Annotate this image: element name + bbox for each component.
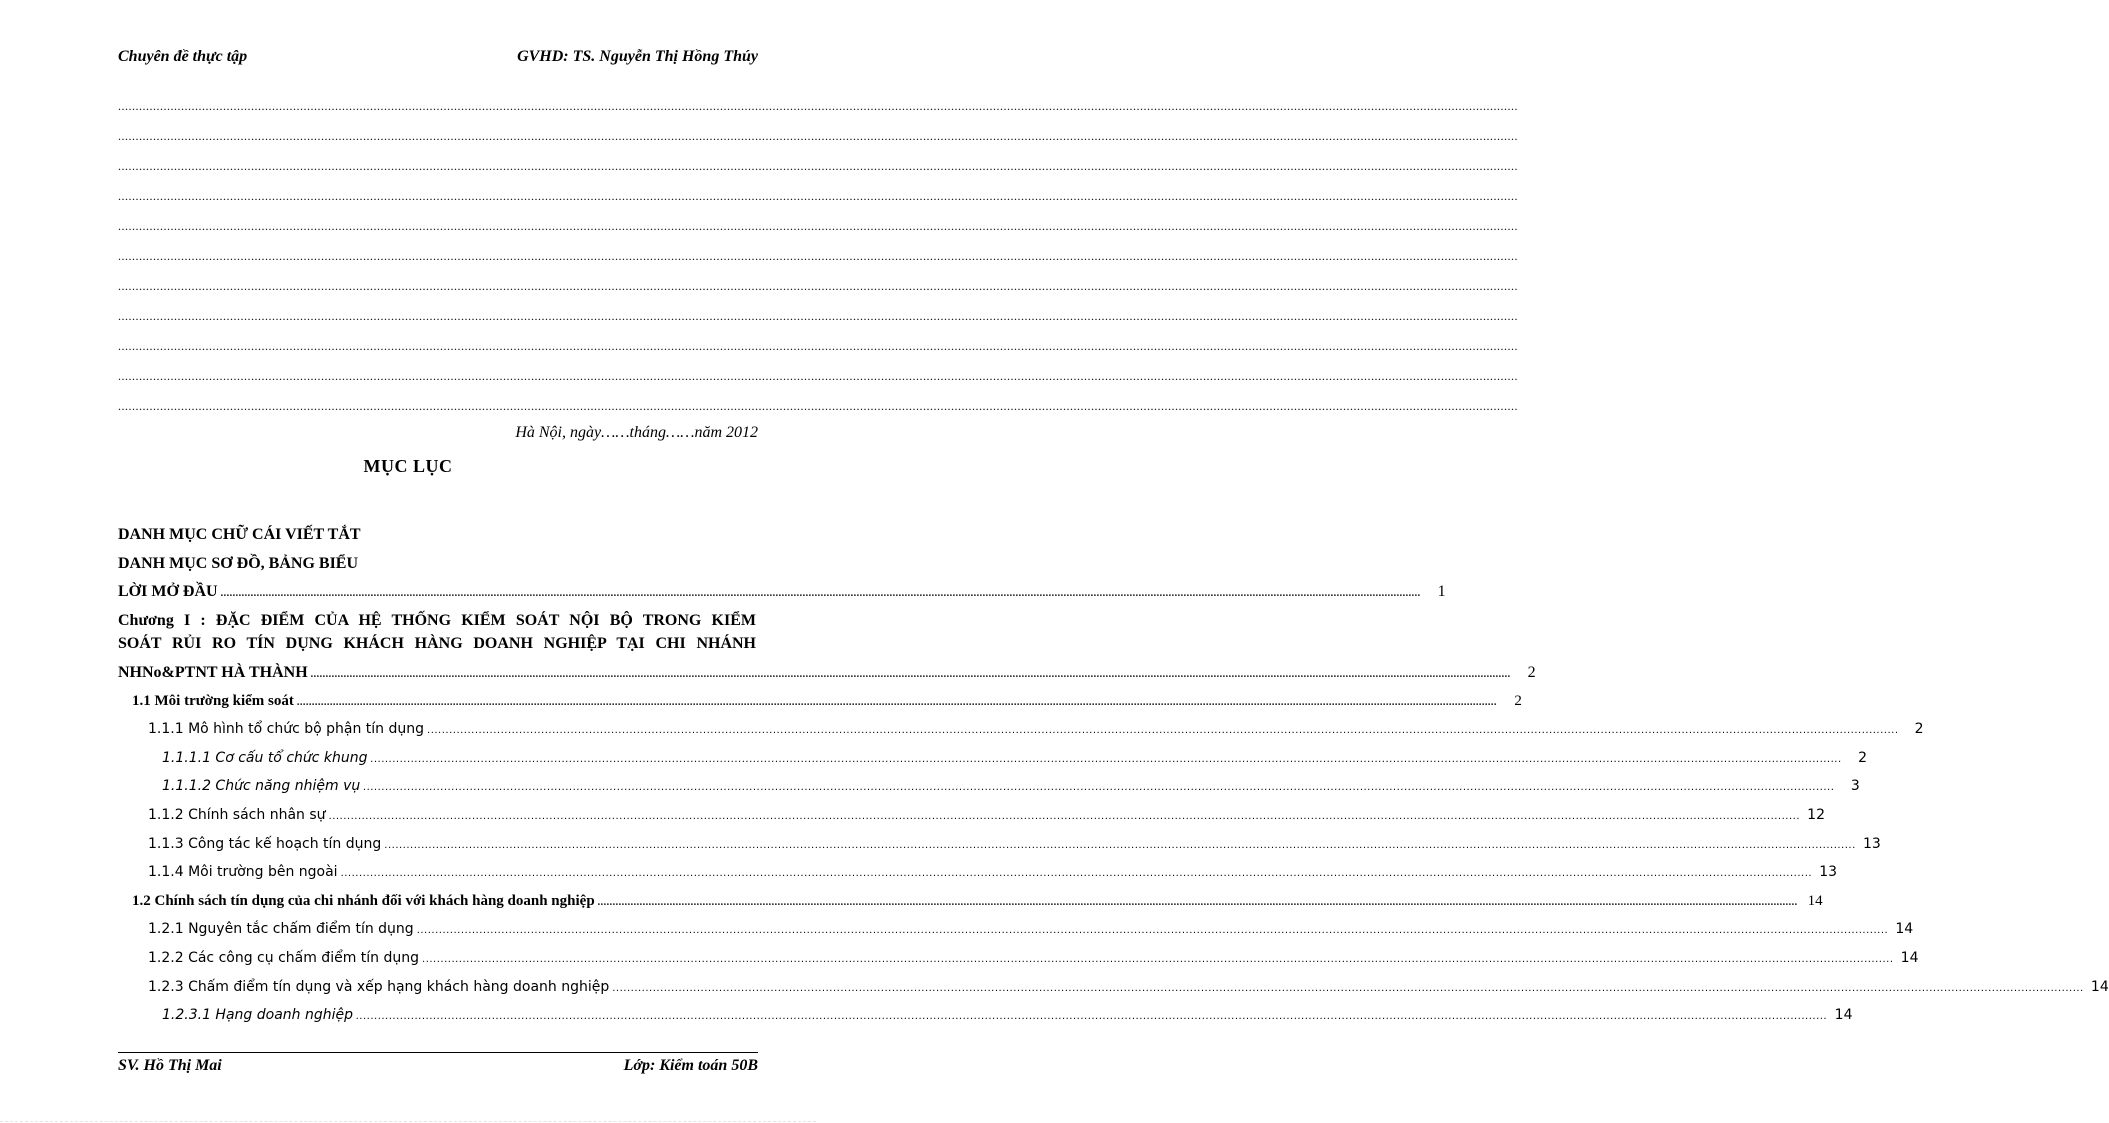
toc-entry-intro[interactable] xyxy=(118,583,1446,601)
toc-page-number: 14 xyxy=(2090,979,2109,995)
toc-page-number: 13 xyxy=(1819,864,1838,880)
toc-figures-heading: DANH MỤC SƠ ĐỒ, BẢNG BIỂU xyxy=(118,555,359,572)
toc-entry-label: 1.2 Chính sách tín dụng của chi nhánh đối với khách hàng doanh nghiệp xyxy=(132,893,595,909)
toc-page-number: 14 xyxy=(1900,950,1919,966)
footer-rule xyxy=(118,1052,758,1053)
leader-dots: ................................................................................................................................................................................................................................................................................................................................................................................................................ xyxy=(416,925,1889,936)
dotted-line: ................................................................................................................................................................................................................................................................................................................................................................................................................ xyxy=(118,189,1518,203)
toc-page-number: 1 xyxy=(1437,583,1446,600)
leader-dots: ................................................................................................................................................................................................................................................................................................................................................................................................................ xyxy=(220,588,1421,599)
toc-entry-chapter-1[interactable] xyxy=(118,609,756,655)
leader-dots: ................................................................................................................................................................................................................................................................................................................................................................................................................ xyxy=(597,897,1798,908)
leader-dots: ................................................................................................................................................................................................................................................................................................................................................................................................................ xyxy=(427,725,1899,736)
toc-entry-1-1[interactable] xyxy=(132,693,1522,710)
toc-entry-1-1-2[interactable] xyxy=(148,807,1825,823)
header-left-title: Chuyên đề thực tập xyxy=(118,48,248,65)
toc-entry-chapter-1-last-line[interactable] xyxy=(118,664,1536,682)
toc-page-number: 3 xyxy=(1850,778,1860,794)
toc-entry-1-2-1[interactable] xyxy=(148,921,1914,937)
header-advisor: GVHD: TS. Nguyễn Thị Hồng Thúy xyxy=(517,48,758,65)
footer-class: Lớp: Kiểm toán 50B xyxy=(623,1057,758,1074)
toc-entry-1-2-3-1[interactable] xyxy=(162,1007,1853,1023)
dotted-line: ................................................................................................................................................................................................................................................................................................................................................................................................................ xyxy=(118,219,1518,233)
dotted-line: ................................................................................................................................................................................................................................................................................................................................................................................................................ xyxy=(118,249,1518,263)
leader-dots: ................................................................................................................................................................................................................................................................................................................................................................................................................ xyxy=(310,669,1511,680)
leader-dots: ................................................................................................................................................................................................................................................................................................................................................................................................................ xyxy=(363,782,1835,793)
toc-entry-label: 1.1 Môi trường kiểm soát xyxy=(132,693,294,709)
toc-entry-label: 1.2.3 Chấm điểm tín dụng và xếp hạng khách hàng doanh nghiệp xyxy=(148,979,610,995)
toc-entry-1-2-2[interactable] xyxy=(148,950,1919,966)
toc-page-number: 2 xyxy=(1914,721,1924,737)
toc-entry-1-2[interactable] xyxy=(132,893,1823,910)
toc-page-number: 2 xyxy=(1527,664,1536,681)
toc-entry-1-1-1[interactable] xyxy=(148,721,1924,737)
toc-entry-label: 1.2.2 Các công cụ chấm điểm tín dụng xyxy=(148,950,420,966)
toc-page-number: 13 xyxy=(1862,836,1881,852)
toc-entry-label: 1.1.1 Mô hình tổ chức bộ phận tín dụng xyxy=(148,721,425,737)
leader-dots: ................................................................................................................................................................................................................................................................................................................................................................................................................ xyxy=(356,1011,1828,1022)
toc-page-number: 12 xyxy=(1807,807,1825,823)
toc-entry-1-1-1-1[interactable] xyxy=(162,750,1868,766)
dotted-line: ................................................................................................................................................................................................................................................................................................................................................................................................................ xyxy=(118,339,1518,353)
dotted-line: ................................................................................................................................................................................................................................................................................................................................................................................................................ xyxy=(118,369,1518,383)
toc-entry-1-2-3[interactable] xyxy=(148,979,2109,995)
toc-entry-1-1-1-2[interactable] xyxy=(162,778,1860,794)
dotted-line: ................................................................................................................................................................................................................................................................................................................................................................................................................ xyxy=(118,279,1518,293)
toc-page-number: 14 xyxy=(1807,893,1823,909)
chapter-1-title-line-3: NHNo&PTNT HÀ THÀNH xyxy=(118,664,308,681)
dotted-line: ................................................................................................................................................................................................................................................................................................................................................................................................................ xyxy=(118,399,1518,413)
toc-entry-label: 1.2.3.1 Hạng doanh nghiệp xyxy=(162,1007,353,1023)
leader-dots: ................................................................................................................................................................................................................................................................................................................................................................................................................ xyxy=(612,983,2084,994)
toc-entry-label: 1.1.1.2 Chức năng nhiệm vụ xyxy=(162,778,361,794)
leader-dots: ................................................................................................................................................................................................................................................................................................................................................................................................................ xyxy=(422,954,1894,965)
toc-entry-1-1-4[interactable] xyxy=(148,864,1838,880)
dotted-line: ................................................................................................................................................................................................................................................................................................................................................................................................................ xyxy=(118,159,1518,173)
dotted-line: ................................................................................................................................................................................................................................................................................................................................................................................................................ xyxy=(118,99,1518,113)
toc-entry-label: 1.1.4 Môi trường bên ngoài xyxy=(148,864,338,880)
toc-entry-label: 1.1.2 Chính sách nhân sự xyxy=(148,807,326,823)
toc-entry-label: 1.2.1 Nguyên tắc chấm điểm tín dụng xyxy=(148,921,414,937)
dotted-line: ................................................................................................................................................................................................................................................................................................................................................................................................................ xyxy=(118,309,1518,323)
footer-student: SV. Hồ Thị Mai xyxy=(118,1057,222,1074)
toc-page-number: 2 xyxy=(1514,693,1522,709)
leader-dots: ................................................................................................................................................................................................................................................................................................................................................................................................................ xyxy=(296,697,1497,708)
date-line: Hà Nội, ngày……tháng……năm 2012 xyxy=(515,424,758,441)
page-edge xyxy=(0,1121,816,1122)
leader-dots: ................................................................................................................................................................................................................................................................................................................................................................................................................ xyxy=(328,811,1800,822)
chapter-1-title-line-1: Chương I : ĐẶC ĐIỂM CỦA HỆ THỐNG KIỂM SOÁT NỘI BỘ TRONG KIỂM xyxy=(118,612,756,629)
toc-entry-label: 1.1.1.1 Cơ cấu tổ chức khung xyxy=(162,750,368,766)
toc-abbreviations-heading: DANH MỤC CHỮ CÁI VIẾT TẮT xyxy=(118,526,361,543)
toc-page-number: 14 xyxy=(1834,1007,1853,1023)
leader-dots: ................................................................................................................................................................................................................................................................................................................................................................................................................ xyxy=(340,868,1813,879)
toc-page-number: 2 xyxy=(1858,750,1868,766)
toc-entry-1-1-3[interactable] xyxy=(148,836,1881,852)
toc-entry-label: LỜI MỞ ĐẦU xyxy=(118,583,218,600)
toc-page-number: 14 xyxy=(1895,921,1914,937)
chapter-1-title-line-2: SOÁT RỦI RO TÍN DỤNG KHÁCH HÀNG DOANH NGHIỆP TẠI CHI NHÁNH xyxy=(118,635,756,652)
dotted-line: ................................................................................................................................................................................................................................................................................................................................................................................................................ xyxy=(118,129,1518,143)
leader-dots: ................................................................................................................................................................................................................................................................................................................................................................................................................ xyxy=(384,840,1856,851)
toc-entry-label: 1.1.3 Công tác kế hoạch tín dụng xyxy=(148,836,382,852)
toc-title: MỤC LỤC xyxy=(363,456,453,476)
leader-dots: ................................................................................................................................................................................................................................................................................................................................................................................................................ xyxy=(370,754,1843,765)
